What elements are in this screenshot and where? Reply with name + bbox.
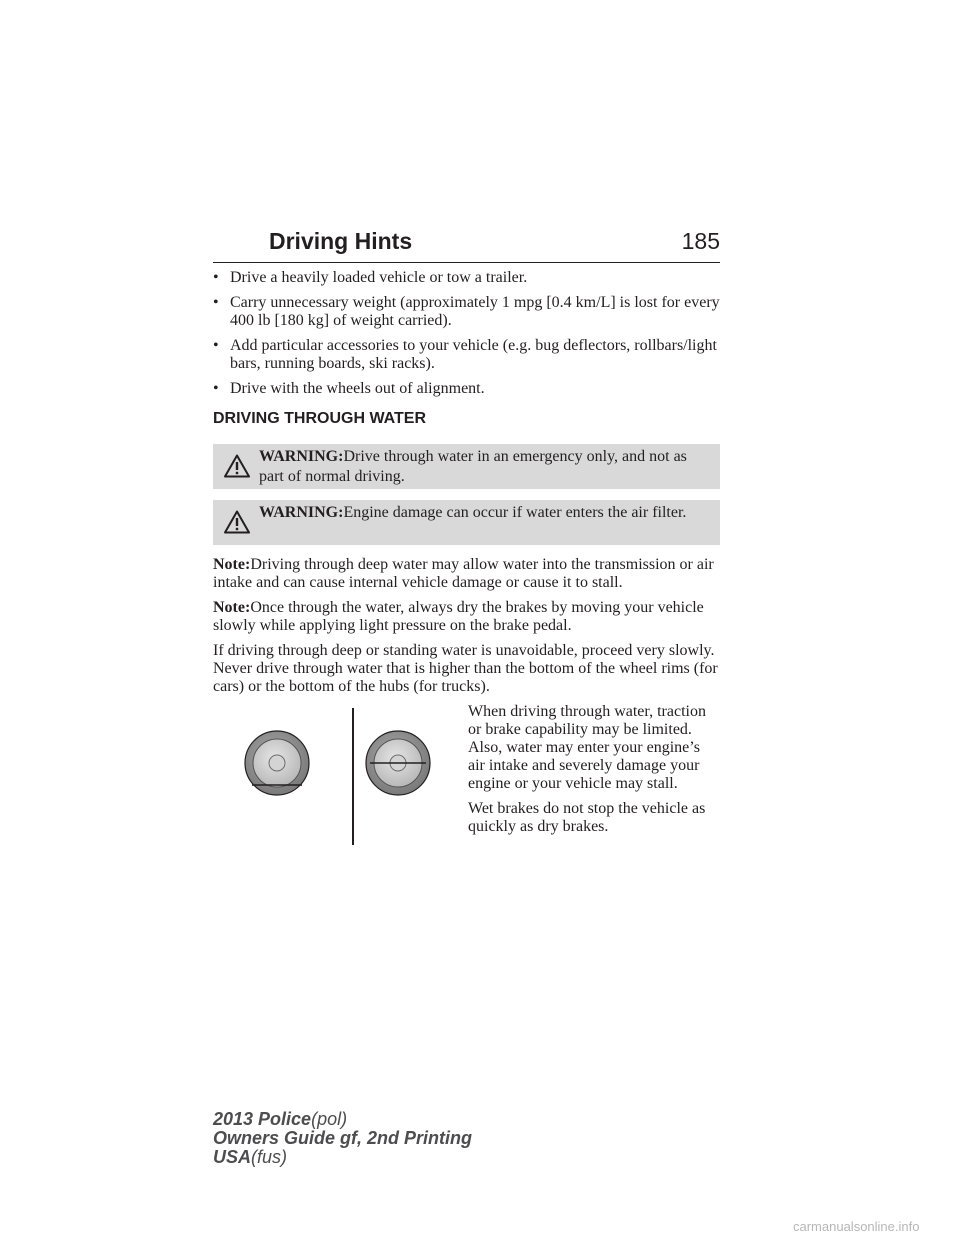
bullet-dot: •	[213, 380, 219, 397]
bullet-text: Carry unnecessary weight (approximately 1 mpg [0.4 km/L] is lost for every 400 lb [180 kg] of weight carried).	[230, 294, 720, 329]
note-text: Driving through deep water may allow water into the transmission or air intake and can cause internal vehicle damage or cause it to stall.	[213, 556, 714, 591]
bullet-item	[213, 380, 720, 398]
note-text: Once through the water, always dry the brakes by moving your vehicle slowly while applying light pressure on the brake pedal.	[213, 599, 704, 634]
warning-label: WARNING:	[259, 448, 344, 465]
footer-code: (pol)	[311, 1109, 348, 1129]
warning-text: Engine damage can occur if water enters the air filter.	[343, 504, 687, 521]
note-paragraph	[213, 556, 720, 592]
section-heading: DRIVING THROUGH WATER	[213, 410, 427, 427]
truck-wheel-icon	[366, 731, 430, 795]
warning-text: Drive through water in an emergency only, and not as part of normal driving.	[259, 448, 687, 485]
car-wheel-icon	[245, 731, 309, 795]
side-paragraph: When driving through water, traction or brake capability may be limited. Also, water may enter your engine’s air intake and severely damage your engine or your vehicle may stall.	[468, 703, 706, 792]
page-footer	[213, 1110, 472, 1167]
bullet-text: Add particular accessories to your vehicle (e.g. bug deflectors, rollbars/light bars, running boards, ski racks).	[230, 337, 717, 372]
note-label: Note:	[213, 556, 251, 573]
warning-box	[213, 444, 720, 489]
warning-box	[213, 500, 720, 545]
note-label: Note:	[213, 599, 251, 616]
figure-row	[213, 703, 720, 863]
footer-region: USA	[213, 1147, 252, 1167]
footer-line	[213, 1148, 472, 1167]
side-paragraph: Wet brakes do not stop the vehicle as quickly as dry brakes.	[468, 800, 706, 835]
warning-triangle-icon	[224, 454, 250, 478]
warning-text-block	[259, 447, 714, 487]
page-title: Driving Hints	[269, 228, 413, 254]
footer-model: 2013 Police	[213, 1109, 312, 1129]
footer-region-code: (fus)	[251, 1147, 288, 1167]
page-body	[213, 269, 720, 863]
watermark: carmanualsonline.info	[793, 1219, 920, 1234]
bullet-dot: •	[213, 337, 219, 354]
note-paragraph	[213, 599, 720, 635]
warning-triangle-icon	[224, 510, 250, 534]
body-paragraph: If driving through deep or standing water is unavoidable, proceed very slowly. Never drive through water that is higher than the bottom of the wheel rims (for cars) or the bottom of the hubs (for trucks).	[213, 642, 718, 695]
warning-label: WARNING:	[259, 504, 344, 521]
footer-line	[213, 1110, 472, 1129]
bullet-dot: •	[213, 294, 219, 311]
side-text	[468, 703, 720, 843]
bullet-item	[213, 294, 720, 330]
bullet-dot: •	[213, 269, 219, 286]
wheel-water-level-illustration	[238, 705, 468, 850]
warning-text-block	[259, 503, 714, 523]
footer-guide: Owners Guide gf, 2nd Printing	[213, 1128, 473, 1148]
bullet-text: Drive a heavily loaded vehicle or tow a trailer.	[230, 269, 528, 286]
page-header	[213, 228, 720, 263]
bullet-text: Drive with the wheels out of alignment.	[230, 380, 485, 397]
bullet-item	[213, 269, 720, 287]
bullet-item	[213, 337, 720, 373]
footer-line	[213, 1129, 472, 1148]
page-number: 185	[681, 228, 720, 254]
